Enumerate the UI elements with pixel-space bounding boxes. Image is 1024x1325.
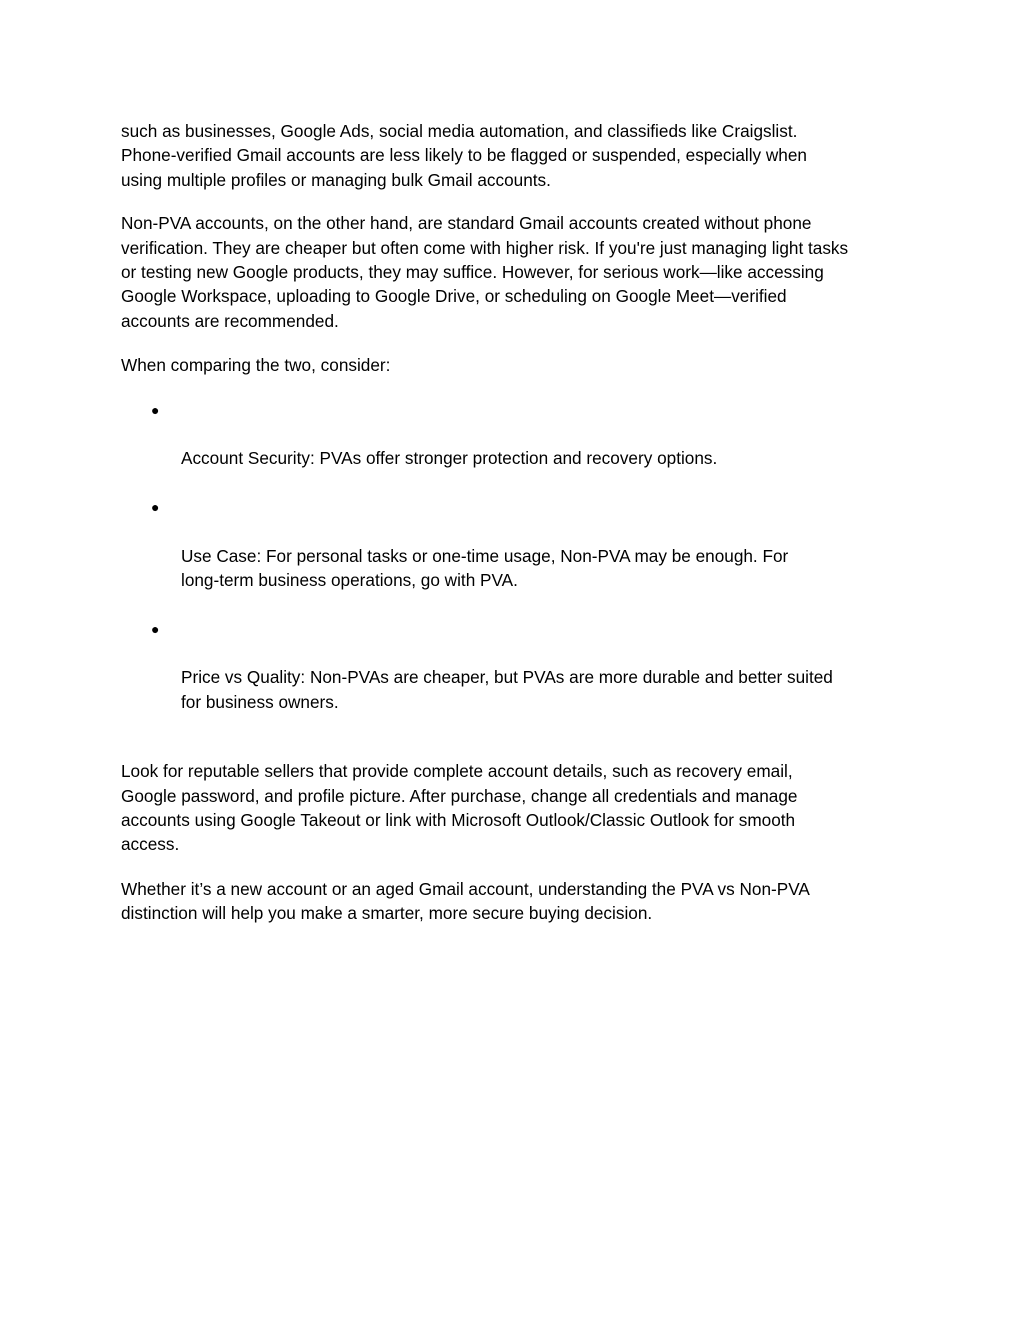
bullet-item-use-case <box>121 495 911 593</box>
paragraph-non-pva: Non-PVA accounts, on the other hand, are standard Gmail accounts created without phone verification. They are cheaper but often come with higher risk. If you're just managing light tasks or testing new Google products, they may suffice. However, for serious work—like accessing Google Workspace, uploading to Google Drive, or scheduling on Google Meet—verified accounts are recommended. <box>121 213 849 331</box>
bullet-item-account-security <box>121 398 911 471</box>
paragraph-comparison-intro: When comparing the two, consider: <box>121 355 391 376</box>
bullet-item-price-vs-quality <box>121 617 911 715</box>
paragraph-reputable-sellers: Look for reputable sellers that provide complete account details, such as recovery email, Google password, and profile picture. After purchase, change all credentials and manage accounts using Google Takeout or link with Microsoft Outlook/Classic Outlook for smooth access. <box>121 761 798 855</box>
paragraph-conclusion: Whether it’s a new account or an aged Gmail account, understanding the PVA vs Non-PVA distinction will help you make a smarter, more secure buying decision. <box>121 878 810 924</box>
bullet-icon: ● <box>151 620 160 637</box>
document-body <box>121 119 911 926</box>
bullet-text: Account Security: PVAs offer stronger protection and recovery options. <box>181 448 718 469</box>
comparison-bullet-list <box>121 398 911 714</box>
bullet-text: Price vs Quality: Non-PVAs are cheaper, but PVAs are more durable and better suited for business owners. <box>181 667 833 712</box>
paragraph-pva-benefits: such as businesses, Google Ads, social media automation, and classifieds like Craigslist. Phone-verified Gmail accounts are less likely to be flagged or suspended, especially when using multiple profiles or managing bulk Gmail accounts. <box>121 121 807 190</box>
bullet-icon: ● <box>151 498 160 515</box>
bullet-text: Use Case: For personal tasks or one-time usage, Non-PVA may be enough. For long-term business operations, go with PVA. <box>181 545 789 591</box>
bullet-icon: ● <box>151 401 160 418</box>
